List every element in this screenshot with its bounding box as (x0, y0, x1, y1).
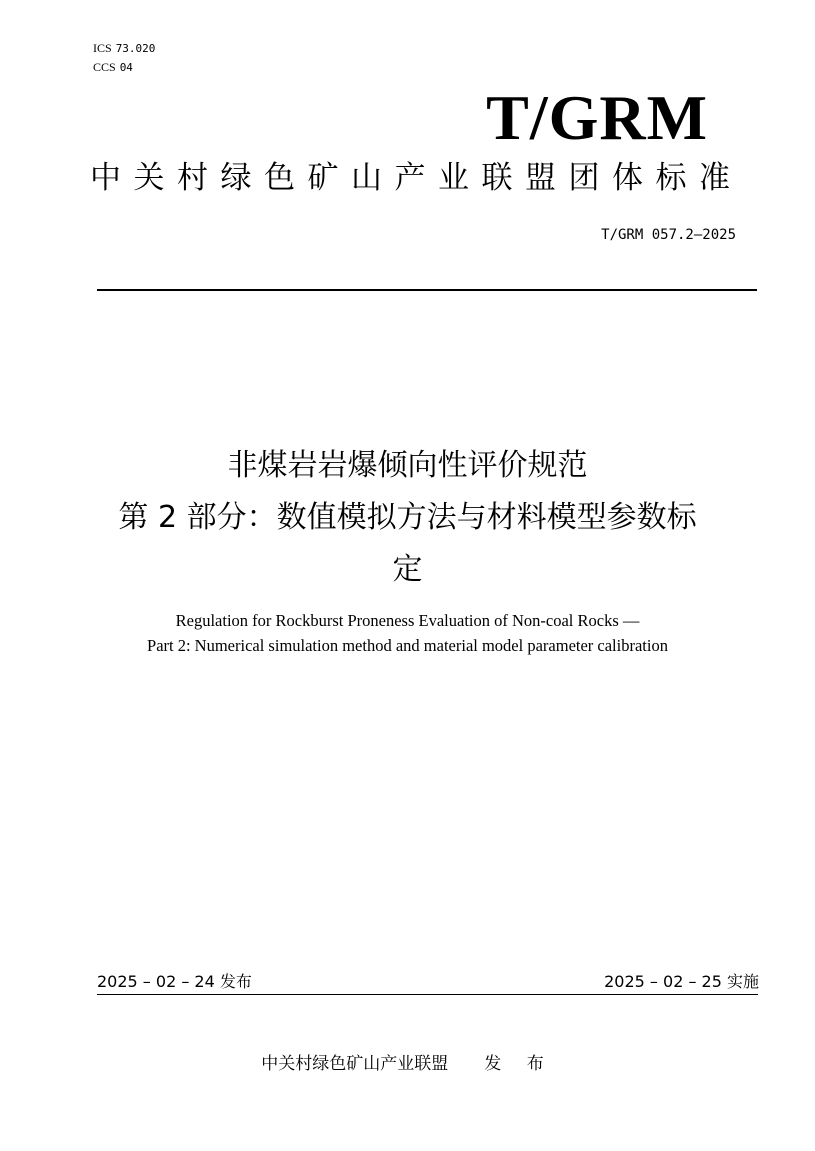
chinese-title (60, 440, 755, 596)
chinese-title-line-3: 定 (392, 552, 423, 587)
ics-code: 73.020 (115, 42, 156, 55)
implementation-date: 2025 – 02 – 25 实施 (604, 972, 759, 991)
ccs-code: 04 (119, 61, 133, 74)
classification-codes (93, 39, 155, 77)
chinese-title-line-2: 第 2 部分：数值模拟方法与材料模型参数标 (118, 500, 697, 535)
ics-line (93, 39, 155, 58)
chinese-title-line-1: 非煤岩岩爆倾向性评价规范 (227, 448, 588, 483)
date-divider (97, 994, 758, 995)
publisher-action: 发 布 (484, 1054, 554, 1074)
english-title-line-2: Part 2: Numerical simulation method and material model parameter calibration (147, 636, 668, 655)
english-title (60, 608, 755, 658)
ccs-label: CCS (93, 60, 116, 74)
standard-logo: T/GRM (486, 82, 708, 153)
publisher-name: 中关村绿色矿山产业联盟 (261, 1054, 449, 1074)
ics-label: ICS (93, 41, 112, 55)
standard-number: T/GRM 057.2—2025 (601, 227, 736, 243)
ccs-line (93, 58, 155, 77)
issue-date: 2025 – 02 – 24 发布 (97, 972, 252, 991)
english-title-line-1: Regulation for Rockburst Proneness Evaluation of Non-coal Rocks — (175, 611, 640, 630)
header-divider (97, 289, 757, 291)
organization-title: 中关村绿色矿山产业联盟团体标准 (90, 160, 743, 196)
publisher-line (0, 1052, 815, 1076)
